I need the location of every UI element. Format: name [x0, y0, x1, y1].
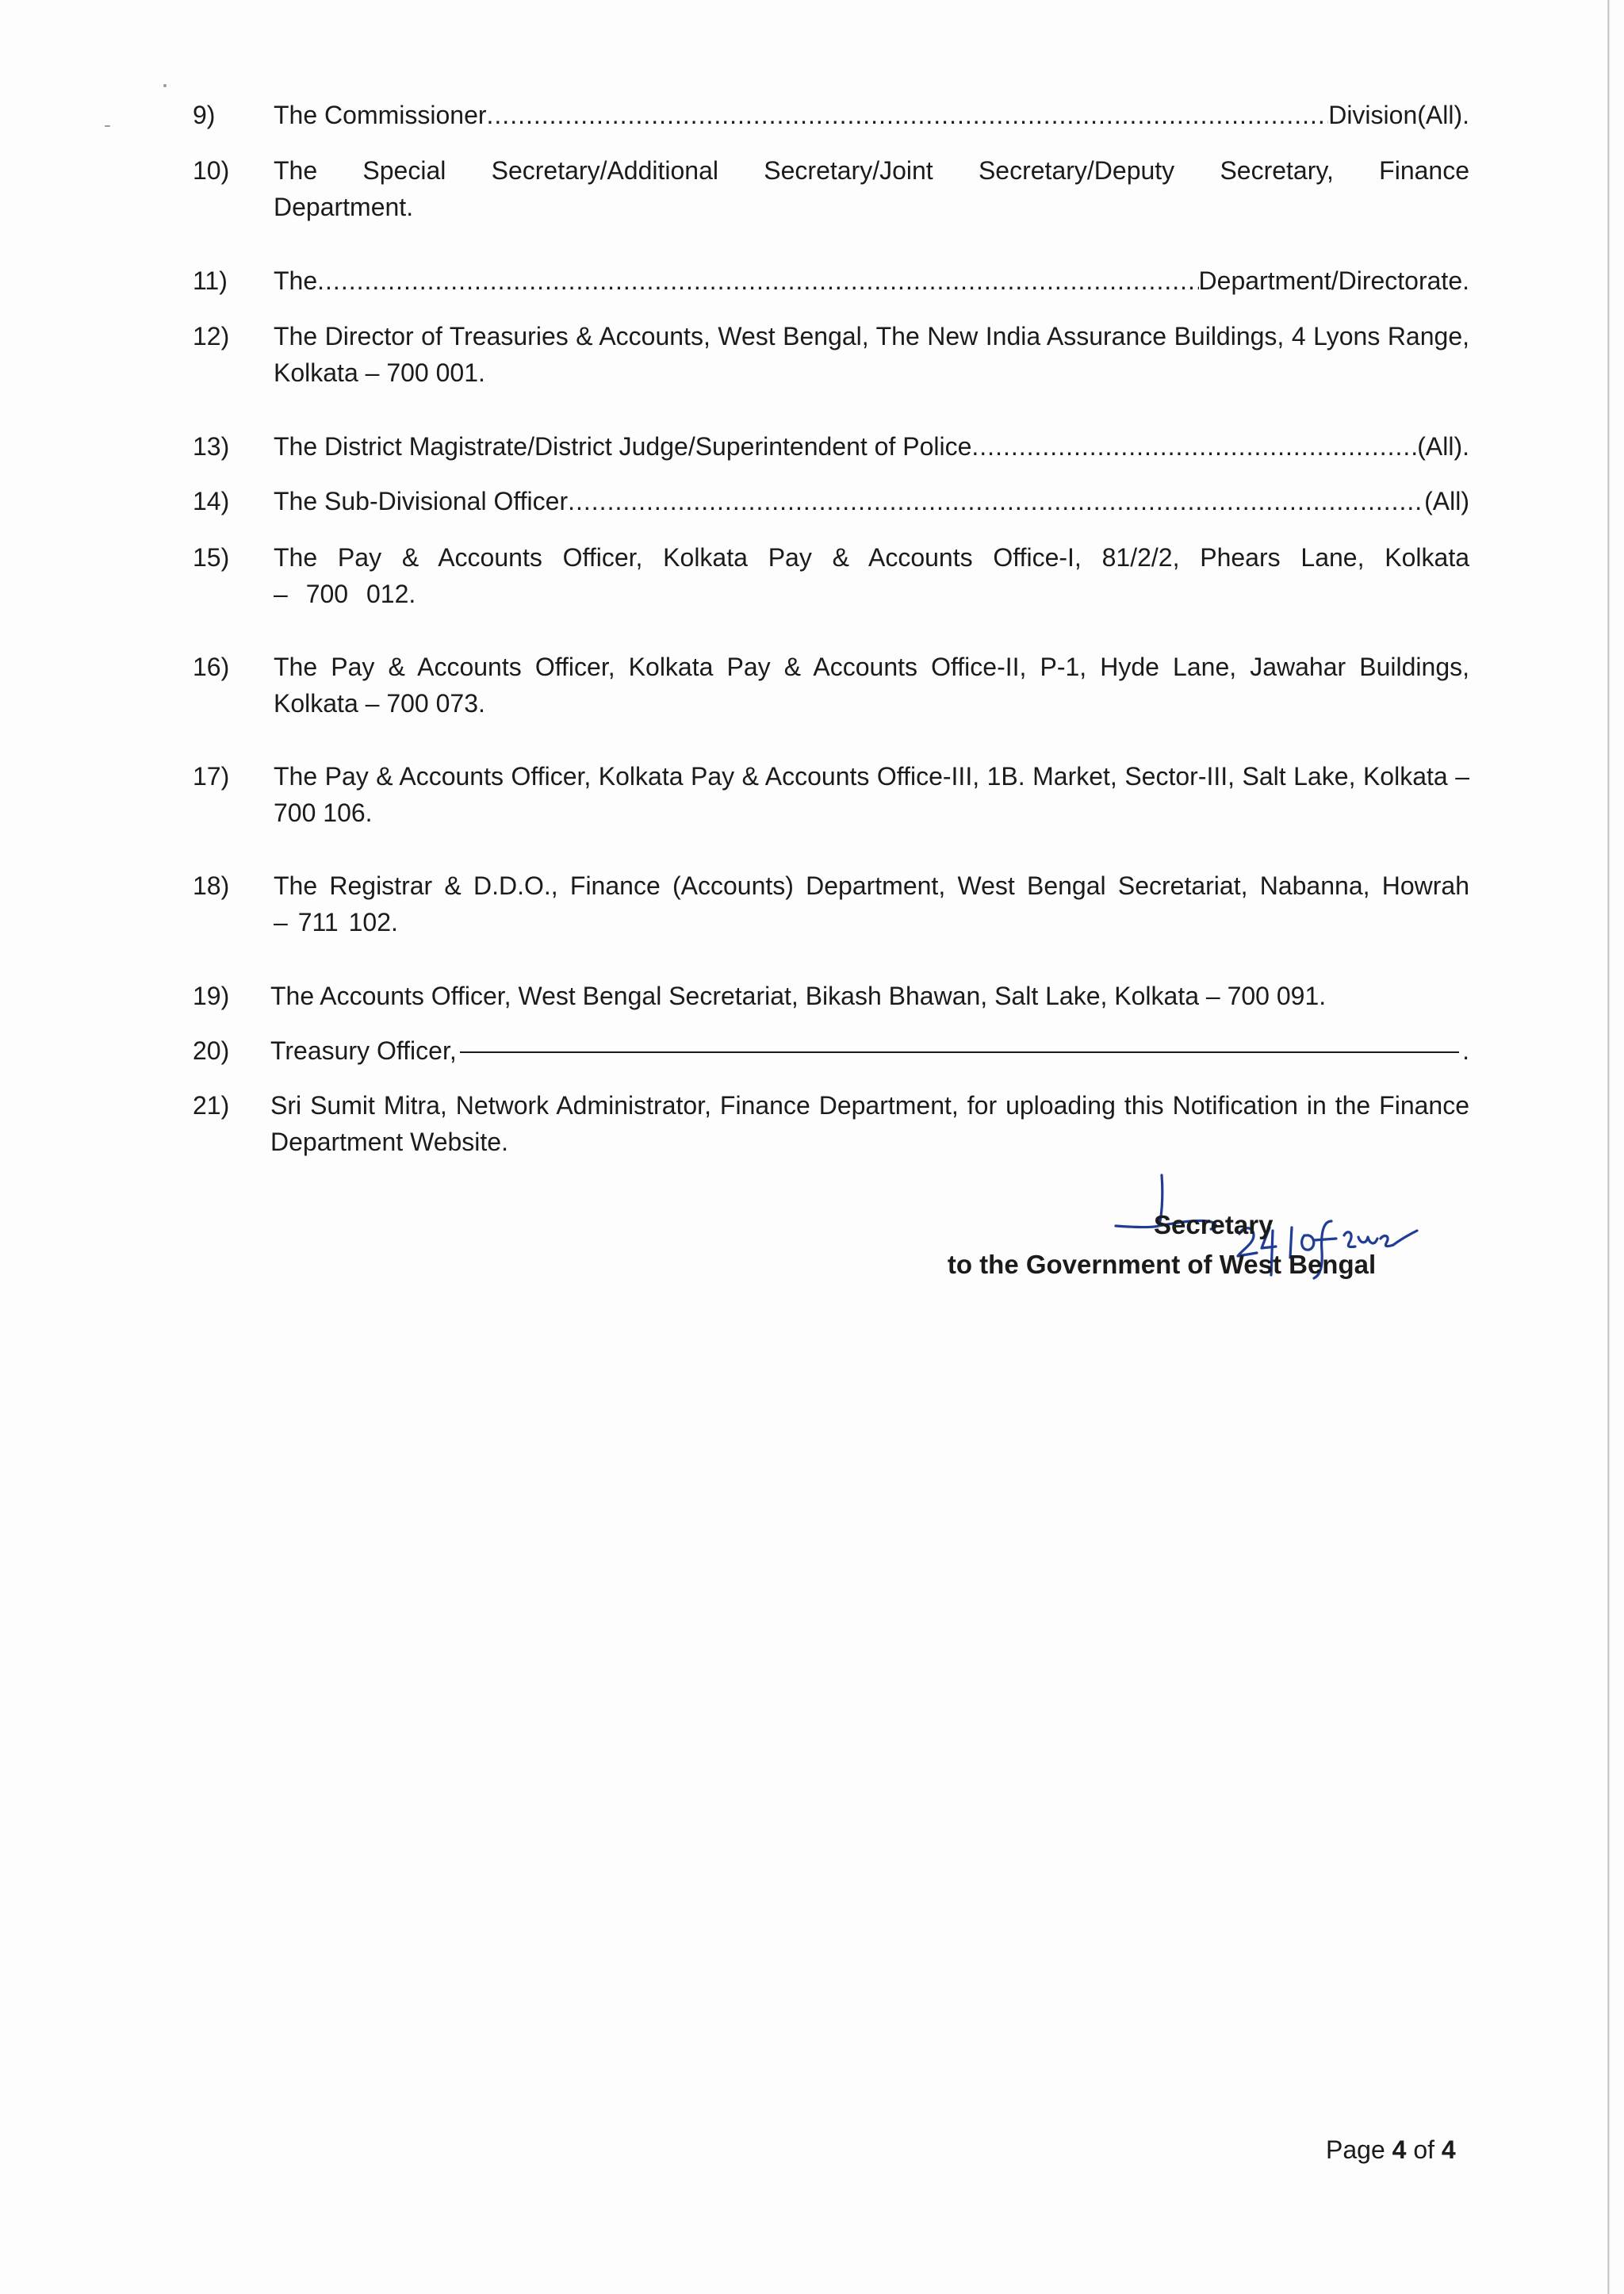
- item-number: 13): [193, 432, 230, 461]
- item-suffix: (All).: [1417, 432, 1469, 461]
- blank-fill-line: [460, 1051, 1459, 1053]
- list-item: [193, 539, 1469, 612]
- item-text: Sri Sumit Mitra, Network Administrator, Finance Department, for uploading this Notification in the Finance Department Website.: [270, 1091, 1469, 1156]
- item-prefix: The District Magistrate/District Judge/Superintendent of Police: [274, 432, 972, 461]
- list-item: [193, 1032, 1469, 1069]
- item-number: 21): [193, 1091, 230, 1120]
- item-number: 17): [193, 762, 230, 791]
- item-number: 11): [193, 266, 228, 295]
- item-text: The Pay & Accounts Officer, Kolkata Pay & Accounts Office-III, 1B. Market, Sector-III, Salt Lake, Kolkata – 700 106.: [274, 762, 1469, 827]
- item-number: 19): [193, 982, 230, 1010]
- item-suffix: Department/Directorate.: [1198, 266, 1469, 295]
- page-label: Page: [1326, 2135, 1385, 2164]
- dot-leader: [568, 483, 1424, 519]
- item-suffix: (All): [1424, 487, 1469, 515]
- item-number: 16): [193, 653, 230, 681]
- list-item: [193, 978, 1469, 1014]
- item-text: [274, 428, 1469, 465]
- scan-speck: [105, 125, 110, 127]
- item-text: [274, 262, 1469, 299]
- dot-leader: [971, 428, 1417, 465]
- item-number: 10): [193, 156, 230, 185]
- list-item: [193, 1087, 1469, 1160]
- item-text: The Pay & Accounts Officer, Kolkata Pay & Accounts Office-I, 81/2/2, Phears Lane, Kolkata – 700 012.: [274, 543, 1469, 608]
- page-total: 4: [1441, 2135, 1456, 2164]
- page-of: of: [1413, 2135, 1434, 2164]
- item-text: The Special Secretary/Additional Secretary/Joint Secretary/Deputy Secretary, Finance Department.: [274, 156, 1469, 221]
- item-number: 14): [193, 487, 230, 515]
- item-prefix: Treasury Officer,: [270, 1036, 457, 1065]
- item-text: [274, 97, 1469, 133]
- item-number: 20): [193, 1036, 230, 1065]
- item-prefix: The Commissioner: [274, 101, 487, 129]
- list-item: [193, 867, 1469, 940]
- item-prefix: The Sub-Divisional Officer: [274, 487, 569, 515]
- item-text: The Director of Treasuries & Accounts, West Bengal, The New India Assurance Buildings, 4 Lyons Range, Kolkata – 700 001.: [274, 322, 1469, 387]
- list-item: [193, 649, 1469, 722]
- page-edge-shadow: [1607, 0, 1610, 2294]
- item-number: 18): [193, 871, 230, 900]
- list-item: [193, 97, 1469, 133]
- item-text: The Registrar & D.D.O., Finance (Accounts) Department, West Bengal Secretariat, Nabanna, Howrah – 711 102.: [274, 871, 1469, 936]
- item-text: The Accounts Officer, West Bengal Secretariat, Bikash Bhawan, Salt Lake, Kolkata – 700 091.: [270, 982, 1327, 1010]
- item-suffix: .: [1462, 1036, 1469, 1065]
- dot-leader: [487, 97, 1329, 133]
- item-number: 15): [193, 543, 230, 572]
- signatory-title: Secretary: [1154, 1210, 1274, 1239]
- list-item: [193, 262, 1469, 299]
- item-text: [274, 483, 1469, 519]
- item-number: 12): [193, 322, 230, 350]
- signatory-organisation: to the Government of West Bengal: [947, 1250, 1377, 1279]
- list-item: [193, 428, 1469, 465]
- scan-speck: [163, 84, 167, 87]
- signature-block: [940, 1205, 1384, 1285]
- item-suffix: Division(All).: [1328, 101, 1469, 129]
- list-item: [193, 152, 1469, 225]
- page-current: 4: [1392, 2135, 1407, 2164]
- dot-leader: [317, 262, 1198, 299]
- item-prefix: The: [274, 266, 318, 295]
- list-item: [193, 483, 1469, 519]
- item-text: [270, 1032, 1469, 1069]
- item-number: 9): [193, 101, 216, 129]
- item-text: The Pay & Accounts Officer, Kolkata Pay & Accounts Office-II, P-1, Hyde Lane, Jawahar Buildings, Kolkata – 700 073.: [274, 653, 1469, 718]
- page-number: [1326, 2131, 1456, 2168]
- list-item: [193, 758, 1469, 831]
- list-item: [193, 318, 1469, 391]
